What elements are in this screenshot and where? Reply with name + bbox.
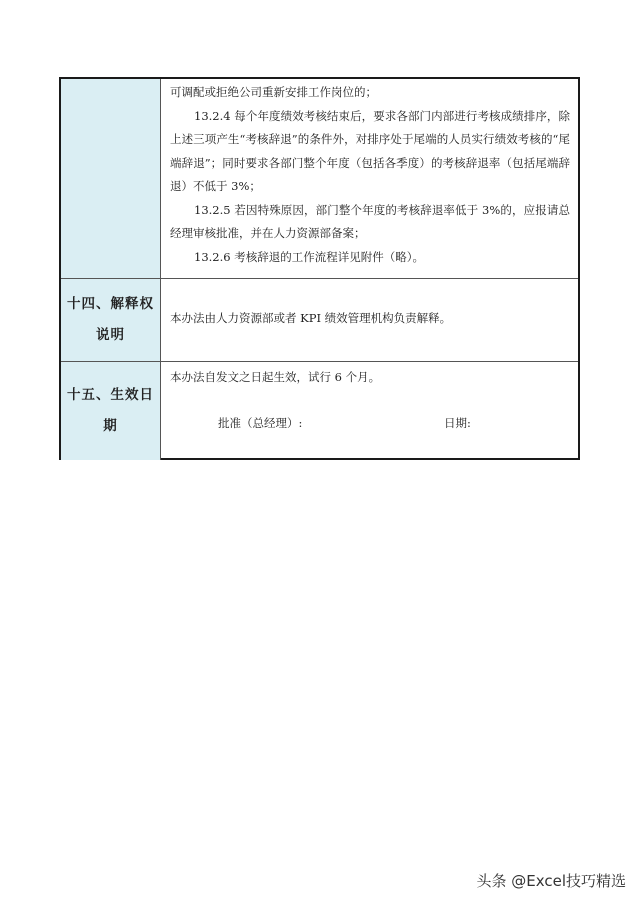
clause-13-2-5: 13.2.5 若因特殊原因，部门整个年度的考核辞退率低于 3%的，应报请总经理审核批准，并在人力资源部备案； (170, 202, 570, 240)
label-line: 十五、生效日 (67, 387, 154, 403)
label-line: 说明 (96, 327, 125, 343)
label-line: 十四、解释权 (67, 296, 154, 312)
row-label-effective-date (61, 362, 161, 460)
table-row-effective-date (61, 361, 578, 460)
row-content-interpretation (161, 279, 578, 361)
table-row-termination (61, 79, 578, 278)
approve-label: 批准（总经理）: (218, 415, 303, 430)
row-label-empty (61, 79, 161, 278)
row-content-termination (161, 79, 578, 278)
table-row-interpretation (61, 278, 578, 361)
clause-13-2-6: 13.2.6 考核辞退的工作流程详见附件（略）。 (194, 249, 424, 264)
effective-date-text: 本办法自发文之日起生效，试行 6 个月。 (170, 370, 381, 384)
interpretation-text: 本办法由人力资源部或者 KPI 绩效管理机构负责解释。 (170, 311, 452, 325)
row-label-interpretation (61, 279, 161, 361)
row-content-effective-date (161, 362, 578, 460)
policy-table (59, 77, 580, 460)
signature-line (170, 412, 570, 436)
clause-13-2-4: 13.2.4 每个年度绩效考核结束后，要求各部门内部进行考核成绩排序，除上述三项产生“考核辞退”的条件外，对排序处于尾端的人员实行绩效考核的“尾端辞退”；同时要求各部门整个年度（包括各季度）的考核辞退率（包括尾端辞退）不低于 3%； (170, 108, 570, 193)
clause-continuation: 可调配或拒绝公司重新安排工作岗位的； (170, 85, 377, 99)
watermark: 头条 @Excel技巧精选 (476, 872, 626, 890)
label-line: 期 (103, 418, 118, 434)
date-label: 日期: (444, 415, 471, 430)
